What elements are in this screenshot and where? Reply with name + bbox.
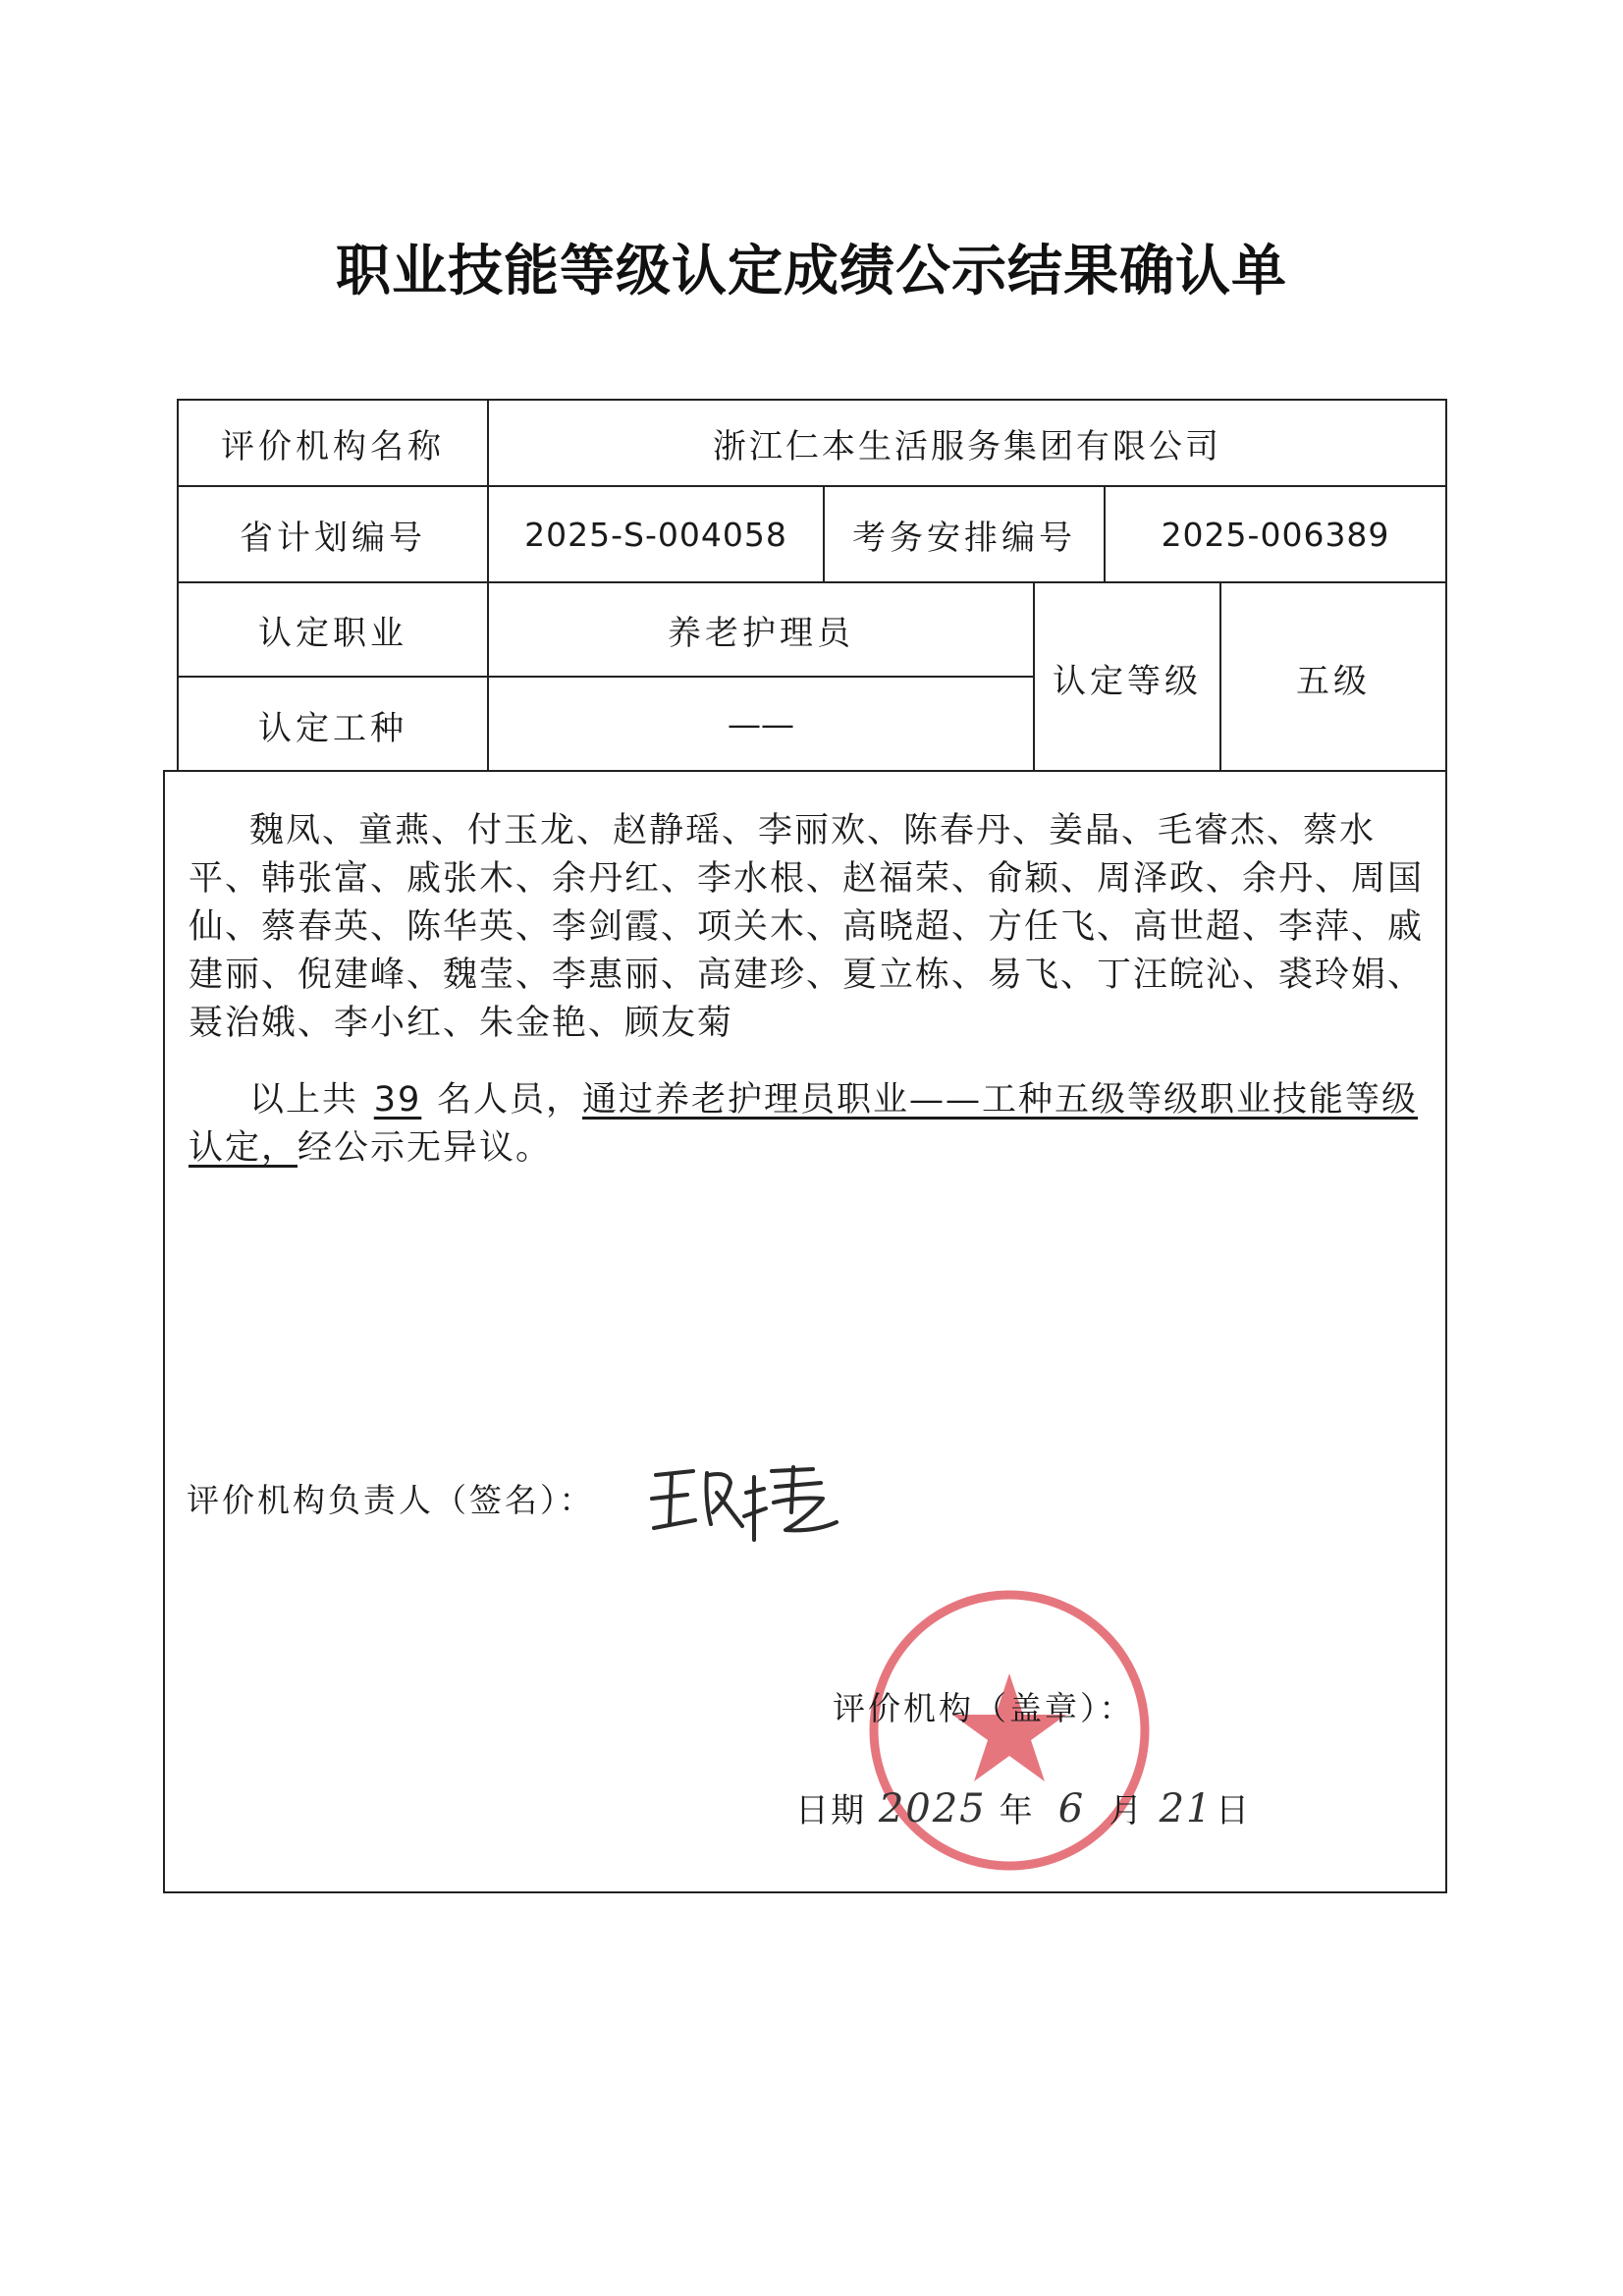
handwritten-signature xyxy=(648,1453,854,1561)
occupation-label: 认定职业 xyxy=(258,613,407,653)
summary-prefix: 以上共 xyxy=(249,1080,359,1120)
plan-number-label: 省计划编号 xyxy=(240,518,426,558)
month-unit: 月 xyxy=(1109,1791,1145,1831)
summary-mid: 名人员， xyxy=(437,1080,583,1120)
work-type-value: —— xyxy=(728,705,794,744)
date-year: 2025 xyxy=(878,1786,987,1831)
date-line xyxy=(795,1783,1251,1831)
date-day: 21 xyxy=(1159,1786,1214,1831)
occupation-value: 养老护理员 xyxy=(668,613,854,653)
level-label: 认定等级 xyxy=(1053,661,1202,701)
summary-certification: 通过养老护理员职业——工种五级等级职业技能等级认定， xyxy=(189,1080,1419,1168)
org-name-value: 浙江仁本生活服务集团有限公司 xyxy=(713,426,1221,466)
signature-label: 评价机构负责人（签名）： xyxy=(187,1481,595,1519)
date-month: 6 xyxy=(1057,1786,1086,1831)
day-unit: 日 xyxy=(1216,1791,1252,1831)
org-name-label: 评价机构名称 xyxy=(221,426,445,466)
person-count: 39 xyxy=(373,1080,422,1120)
year-unit: 年 xyxy=(999,1791,1035,1831)
summary-suffix: 经公示无异议。 xyxy=(298,1128,553,1168)
exam-number-value: 2025-006389 xyxy=(1161,515,1390,554)
exam-number-label: 考务安排编号 xyxy=(852,518,1076,558)
work-type-label: 认定工种 xyxy=(258,708,407,748)
certified-names-list: 魏凤、童燕、付玉龙、赵静瑶、李丽欢、陈春丹、姜晶、毛睿杰、蔡水平、韩张富、戚张木、余丹红、李水根、赵福荣、俞颖、周泽政、余丹、周国仙、蔡春英、陈华英、李剑霞、项关木、高晓超、方任飞、高世超、李萍、戚建丽、倪建峰、魏莹、李惠丽、高建珍、夏立栋、易飞、丁汪皖沁、裘玲娟、聂治娥、李小红、朱金艳、顾友菊 xyxy=(189,811,1425,1043)
date-label: 日期 xyxy=(795,1791,866,1831)
document-title: 职业技能等级认定成绩公示结果确认单 xyxy=(336,240,1287,303)
plan-number-value: 2025-S-004058 xyxy=(524,515,787,554)
summary-paragraph xyxy=(189,1076,1435,1173)
level-value: 五级 xyxy=(1296,661,1371,701)
org-stamp-label: 评价机构（盖章）： xyxy=(833,1689,1135,1727)
official-seal xyxy=(862,1583,1157,1878)
